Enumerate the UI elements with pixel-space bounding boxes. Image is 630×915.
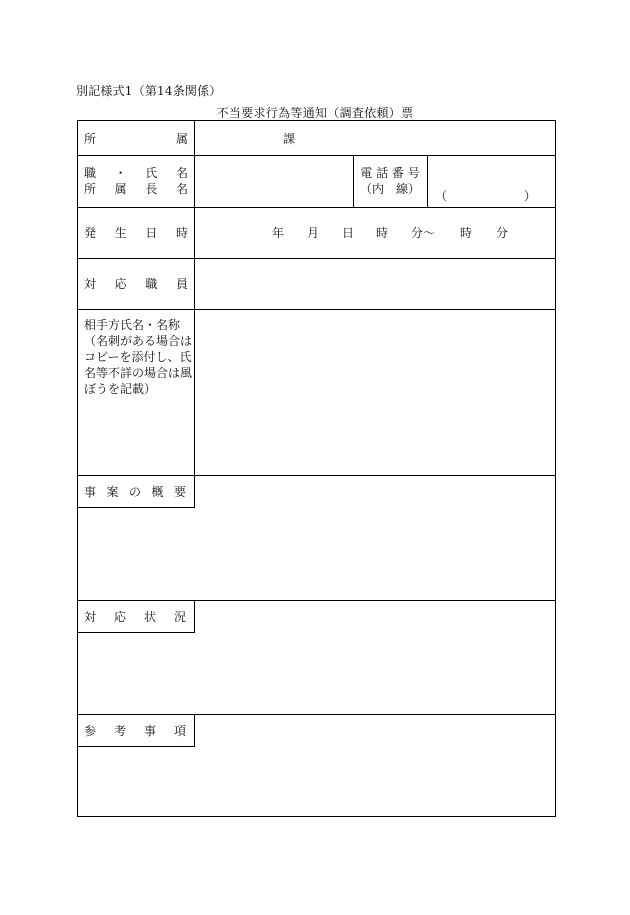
phone-column-divider — [427, 155, 428, 207]
response-label-box — [78, 600, 195, 633]
unit-year: 年 — [272, 226, 285, 240]
unit-hour: 時 — [376, 226, 389, 240]
phone-paren-close: ） — [524, 189, 537, 203]
counterpart-note: （名刺がある場合は コピーを添付し、氏 名等不詳の場合は風 ぼうを記載） — [84, 334, 193, 396]
unit-minute-to: 分〜 — [411, 226, 436, 240]
extension-label: （内 線） — [359, 182, 420, 196]
datetime-label: 発 生 日 時 — [84, 226, 188, 240]
response-label: 対 応 状 況 — [84, 610, 186, 624]
phone-label: 電 話 番 号 — [360, 166, 420, 180]
unit-hour-end: 時 — [460, 226, 473, 240]
row-divider — [78, 309, 555, 310]
reference-label: 参 考 事 項 — [84, 724, 186, 738]
affiliation-label: 所 属 — [84, 132, 188, 146]
row-divider — [78, 258, 555, 259]
label-column-divider — [194, 121, 195, 475]
unit-month: 月 — [307, 226, 320, 240]
name-label: 職 ・ 氏 名 — [84, 166, 188, 180]
form-table — [77, 120, 556, 817]
row-divider — [78, 207, 555, 208]
summary-label-box — [78, 475, 195, 508]
phone-paren-open: （ — [435, 189, 448, 203]
form-title: 不当要求行為等通知（調査依頼）票 — [216, 106, 414, 120]
staff-label: 対 応 職 員 — [84, 277, 188, 291]
section-suffix: 課 — [283, 132, 296, 146]
department-head-label: 所 属 長 名 — [84, 182, 188, 196]
row-divider — [78, 155, 555, 156]
form-reference: 別記様式1（第14条関係） — [76, 84, 222, 98]
reference-label-box — [78, 714, 195, 747]
summary-label: 事 案 の 概 要 — [84, 485, 186, 499]
counterpart-label: 相手方氏名・名称 — [84, 318, 181, 332]
unit-minute-end: 分 — [496, 226, 509, 240]
unit-day: 日 — [342, 226, 355, 240]
